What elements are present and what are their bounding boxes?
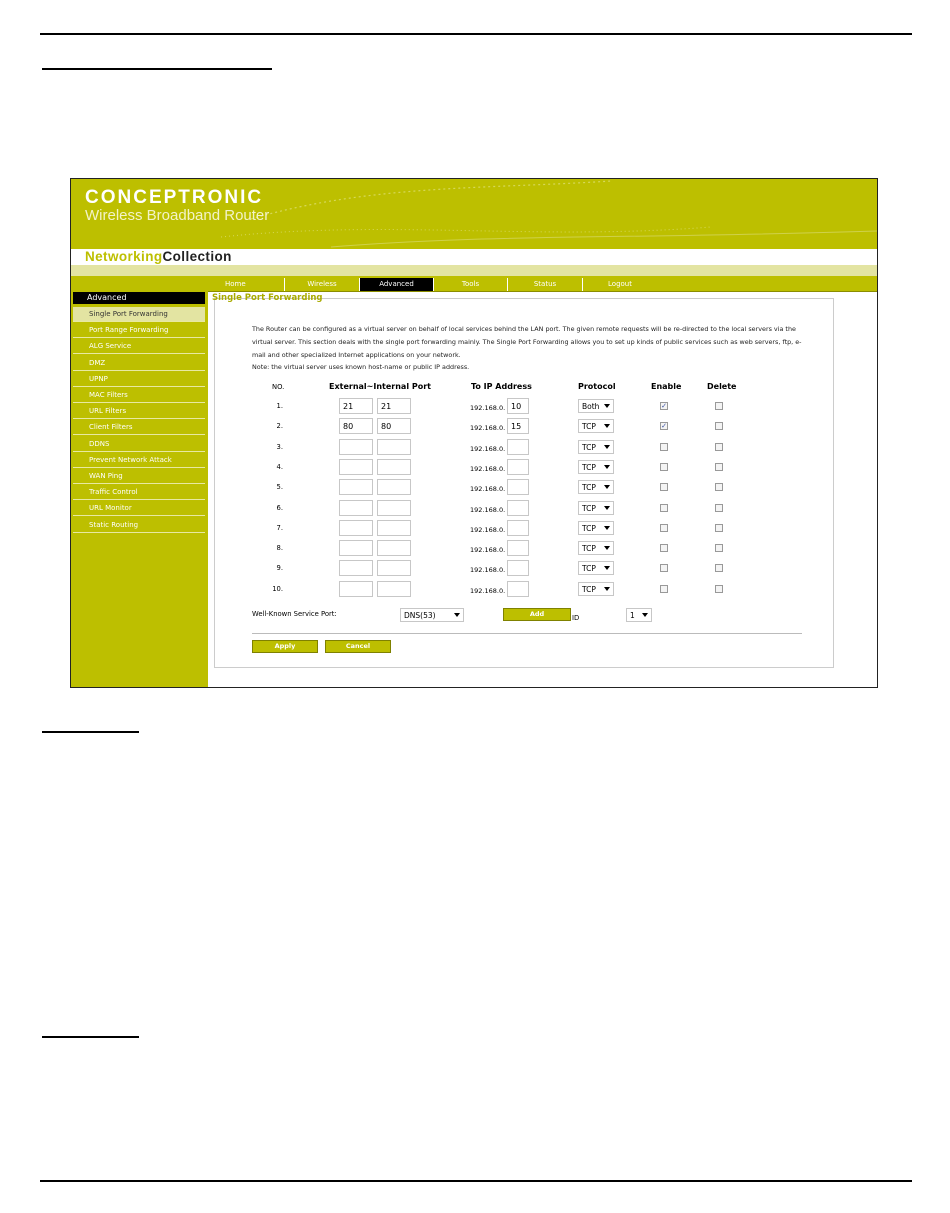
heading-underline <box>42 1036 139 1038</box>
internal-port-input[interactable] <box>377 520 411 536</box>
chevron-down-icon <box>604 587 610 591</box>
protocol-value: Both <box>582 402 600 411</box>
sidebar-item-url-filters[interactable]: URL Filters <box>73 404 205 419</box>
internal-port-input[interactable] <box>377 459 411 475</box>
heading-underline <box>42 731 139 733</box>
ip-prefix: 192.168.0. <box>470 505 506 514</box>
id-label: ID <box>572 614 580 622</box>
header-band <box>71 265 877 276</box>
enable-checkbox[interactable] <box>660 544 668 552</box>
chevron-down-icon <box>642 613 648 617</box>
sidebar-item-mac-filters[interactable]: MAC Filters <box>73 388 205 403</box>
sidebar-title: Advanced <box>73 292 205 304</box>
row-number: 10. <box>272 584 283 593</box>
sidebar-item-ddns[interactable]: DDNS <box>73 437 205 452</box>
delete-checkbox[interactable] <box>715 504 723 512</box>
internal-port-input[interactable] <box>377 479 411 495</box>
chevron-down-icon <box>454 613 460 617</box>
protocol-select[interactable] <box>578 480 614 494</box>
protocol-value: TCP <box>582 483 596 493</box>
column-header-ports: External~Internal Port <box>329 382 431 391</box>
heading-underline <box>42 68 272 70</box>
note-text: Note: the virtual server uses known host-name or public IP address. <box>252 363 470 371</box>
protocol-select[interactable] <box>578 521 614 535</box>
chevron-down-icon <box>604 546 610 550</box>
enable-checkbox[interactable] <box>660 483 668 491</box>
external-port-input[interactable] <box>339 500 373 516</box>
row-number: 7. <box>276 523 283 532</box>
protocol-value: TCP <box>582 462 596 472</box>
well-known-service-label: Well-Known Service Port: <box>252 610 337 618</box>
ip-host-input[interactable] <box>507 581 529 597</box>
top-navigation <box>208 276 877 292</box>
internal-port-input[interactable] <box>377 439 411 455</box>
enable-checkbox[interactable] <box>660 504 668 512</box>
sidebar-item-port-range-forwarding[interactable]: Port Range Forwarding <box>73 323 205 338</box>
separator <box>252 633 802 634</box>
sidebar-item-dmz[interactable]: DMZ <box>73 356 205 371</box>
column-header-enable: Enable <box>651 382 682 391</box>
ip-host-input[interactable]: 10 <box>507 398 529 414</box>
sidebar-item-client-filters[interactable]: Client Filters <box>73 420 205 435</box>
protocol-value: TCP <box>582 523 596 533</box>
ip-prefix: 192.168.0. <box>470 485 506 494</box>
external-port-input[interactable]: 21 <box>339 398 373 414</box>
enable-checkbox[interactable] <box>660 585 668 593</box>
ip-prefix: 192.168.0. <box>470 586 506 595</box>
tab-tools[interactable]: Tools <box>433 278 507 291</box>
enable-checkbox[interactable] <box>660 524 668 532</box>
sidebar-item-traffic-control[interactable]: Traffic Control <box>73 485 205 500</box>
sidebar-item-upnp[interactable]: UPNP <box>73 372 205 387</box>
row-number: 2. <box>276 422 283 431</box>
enable-checkbox[interactable] <box>660 564 668 572</box>
well-known-service-value: DNS(53) <box>404 611 436 620</box>
ip-prefix: 192.168.0. <box>470 444 506 453</box>
header-banner <box>71 179 877 249</box>
row-number: 9. <box>276 564 283 573</box>
ip-host-input[interactable] <box>507 439 529 455</box>
protocol-value: TCP <box>582 442 596 452</box>
sidebar-item-alg-service[interactable]: ALG Service <box>73 339 205 354</box>
ip-prefix: 192.168.0. <box>470 464 506 473</box>
ip-prefix: 192.168.0. <box>470 404 506 412</box>
page-top-rule <box>40 33 912 35</box>
sidebar-item-url-monitor[interactable]: URL Monitor <box>73 501 205 516</box>
cancel-button[interactable]: Cancel <box>325 640 391 653</box>
tab-status[interactable]: Status <box>507 278 582 291</box>
internal-port-input[interactable] <box>377 560 411 576</box>
external-port-input[interactable]: 80 <box>339 418 373 434</box>
ip-host-input[interactable] <box>507 560 529 576</box>
page-title: Single Port Forwarding <box>212 293 323 303</box>
product-name: Wireless Broadband Router <box>85 207 270 224</box>
well-known-service-select[interactable] <box>400 608 464 622</box>
row-number: 8. <box>276 544 283 553</box>
chevron-down-icon <box>604 526 610 530</box>
column-header-no: NO. <box>272 383 285 391</box>
chevron-down-icon <box>604 506 610 510</box>
tab-logout[interactable]: Logout <box>582 278 657 291</box>
sidebar-item-static-routing[interactable]: Static Routing <box>73 518 205 533</box>
row-number: 1. <box>276 402 283 410</box>
row-number: 4. <box>276 462 283 471</box>
sidebar-item-wan-ping[interactable]: WAN Ping <box>73 469 205 484</box>
page-bottom-rule <box>40 1180 912 1182</box>
description-text: The Router can be configured as a virtual server on behalf of local services behind the LAN port. The given remote requests will be re-directed to the local servers via the virtual server. This section deals with the single port forwarding mainly. The Single Port Forwarding allows you to set up kinds of public services such as web servers, ftp, e-mail and other specialized Internet applications on your network. <box>252 325 802 359</box>
ip-host-input[interactable]: 15 <box>507 418 529 434</box>
chevron-down-icon <box>604 445 610 449</box>
collection-logo-part1: Networking <box>85 249 163 264</box>
tab-wireless[interactable]: Wireless <box>284 278 359 291</box>
internal-port-input[interactable] <box>377 540 411 556</box>
delete-checkbox[interactable] <box>715 524 723 532</box>
ip-prefix: 192.168.0. <box>470 424 506 433</box>
delete-checkbox[interactable] <box>715 585 723 593</box>
chevron-down-icon <box>604 465 610 469</box>
external-port-input[interactable] <box>339 540 373 556</box>
ip-host-input[interactable] <box>507 479 529 495</box>
delete-checkbox[interactable] <box>715 564 723 572</box>
enable-checkbox[interactable] <box>660 463 668 471</box>
external-port-input[interactable] <box>339 560 373 576</box>
chevron-down-icon <box>604 404 610 408</box>
id-value: 1 <box>630 611 635 620</box>
column-header-delete: Delete <box>707 382 737 391</box>
tab-advanced[interactable]: Advanced <box>359 278 433 291</box>
external-port-input[interactable] <box>339 459 373 475</box>
external-port-input[interactable] <box>339 520 373 536</box>
main-content <box>208 292 877 688</box>
id-select[interactable] <box>626 608 652 622</box>
sidebar-item-single-port-forwarding[interactable]: Single Port Forwarding <box>73 307 205 322</box>
delete-checkbox[interactable] <box>715 463 723 471</box>
ip-prefix: 192.168.0. <box>470 546 506 555</box>
add-button[interactable]: Add <box>503 608 571 621</box>
tab-home[interactable]: Home <box>225 280 246 288</box>
protocol-value: TCP <box>582 544 596 554</box>
enable-checkbox[interactable]: ✓ <box>661 402 667 410</box>
ip-host-input[interactable] <box>507 520 529 536</box>
delete-checkbox[interactable] <box>715 443 723 451</box>
ip-host-input[interactable] <box>507 500 529 516</box>
ip-prefix: 192.168.0. <box>470 566 506 575</box>
router-screenshot <box>70 178 878 688</box>
protocol-select[interactable] <box>578 501 614 515</box>
column-header-ip: To IP Address <box>471 382 532 391</box>
protocol-select[interactable] <box>578 399 614 413</box>
protocol-select[interactable] <box>578 541 614 555</box>
apply-button[interactable]: Apply <box>252 640 318 653</box>
ip-host-input[interactable] <box>507 540 529 556</box>
row-number: 3. <box>276 442 283 451</box>
column-header-protocol: Protocol <box>578 382 616 391</box>
enable-checkbox[interactable] <box>660 443 668 451</box>
protocol-select[interactable] <box>578 582 614 596</box>
delete-checkbox[interactable] <box>715 402 723 410</box>
protocol-select[interactable] <box>578 460 614 474</box>
protocol-select[interactable] <box>578 419 614 433</box>
protocol-select[interactable] <box>578 440 614 454</box>
delete-checkbox[interactable] <box>715 483 723 491</box>
internal-port-input[interactable]: 80 <box>377 418 411 434</box>
brand-logo: CONCEPTRONIC <box>85 187 264 208</box>
collection-logo <box>85 249 232 264</box>
chevron-down-icon <box>604 566 610 570</box>
external-port-input[interactable] <box>339 479 373 495</box>
sidebar-item-prevent-network-attack[interactable]: Prevent Network Attack <box>73 453 205 468</box>
external-port-input[interactable] <box>339 439 373 455</box>
ip-host-input[interactable] <box>507 459 529 475</box>
protocol-value: TCP <box>582 503 596 513</box>
row-number: 5. <box>276 483 283 492</box>
enable-checkbox[interactable]: ✓ <box>661 422 667 431</box>
delete-checkbox[interactable] <box>715 422 723 430</box>
chevron-down-icon <box>604 424 610 428</box>
external-port-input[interactable] <box>339 581 373 597</box>
ip-prefix: 192.168.0. <box>470 525 506 534</box>
internal-port-input[interactable] <box>377 581 411 597</box>
row-number: 6. <box>276 503 283 512</box>
chevron-down-icon <box>604 485 610 489</box>
delete-checkbox[interactable] <box>715 544 723 552</box>
protocol-value: TCP <box>582 584 596 594</box>
internal-port-input[interactable]: 21 <box>377 398 411 414</box>
protocol-value: TCP <box>582 564 596 574</box>
internal-port-input[interactable] <box>377 500 411 516</box>
collection-logo-part2: Collection <box>162 249 232 264</box>
protocol-select[interactable] <box>578 561 614 575</box>
protocol-value: TCP <box>582 422 596 432</box>
